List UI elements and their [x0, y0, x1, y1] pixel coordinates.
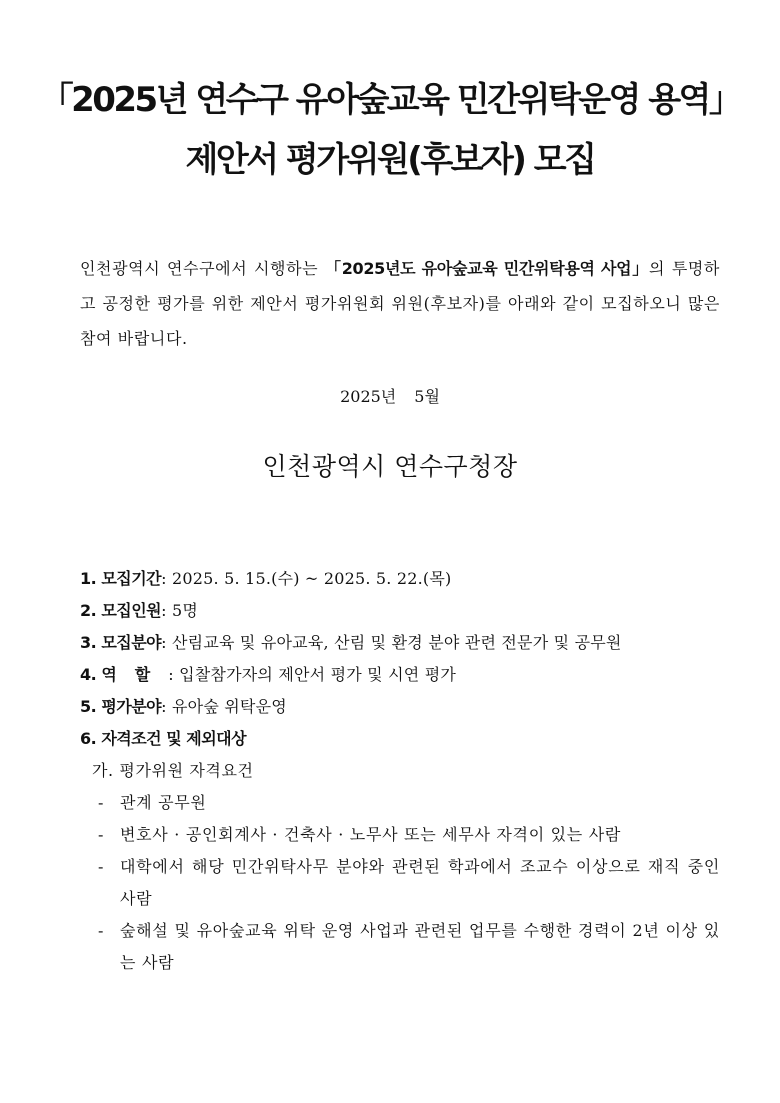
issuing-organization: 인천광역시 연수구청장 — [262, 452, 518, 481]
item-number: 4. — [80, 665, 97, 684]
item-label: 모집기간 — [101, 569, 162, 588]
item-number: 2. — [80, 601, 97, 620]
detail-item-headcount — [80, 595, 720, 627]
bullet-dash: - — [98, 921, 105, 940]
qualification-bullet — [80, 915, 720, 979]
item-number: 6. — [80, 729, 97, 748]
detail-item-role — [80, 659, 720, 691]
item-label: 자격조건 및 제외대상 — [101, 729, 247, 748]
detail-item-qualifications — [80, 723, 720, 755]
date-month: 5월 — [414, 387, 440, 406]
bullet-dash: - — [98, 793, 105, 812]
recruitment-details — [80, 563, 720, 979]
bullet-text: 변호사 · 공인회계사 · 건축사 · 노무사 또는 세무사 자격이 있는 사람 — [120, 825, 622, 844]
item-value: : 유아숲 위탁운영 — [161, 697, 287, 716]
date-year: 2025년 — [340, 387, 397, 406]
intro-project-name: 「2025년도 유아숲교육 민간위탁용역 사업」 — [324, 259, 650, 278]
item-label: 평가분야 — [101, 697, 162, 716]
qualification-bullet — [80, 787, 720, 819]
intro-before: 인천광역시 연수구에서 시행하는 — [80, 259, 325, 278]
detail-item-evaluation-area — [80, 691, 720, 723]
item-value: : 산림교육 및 유아교육, 산림 및 환경 분야 관련 전문가 및 공무원 — [161, 633, 622, 652]
intro-paragraph — [80, 251, 720, 356]
detail-item-field — [80, 627, 720, 659]
item-label: 모집분야 — [101, 633, 162, 652]
item-value: : 5명 — [161, 601, 199, 620]
item-number: 3. — [80, 633, 97, 652]
item-value: : 입찰참가자의 제안서 평가 및 시연 평가 — [168, 665, 457, 684]
title-line-1: 「2025년 연수구 유아숲교육 민간위탁운영 용역」 — [39, 80, 741, 120]
qualification-heading: 가. 평가위원 자격요건 — [92, 761, 254, 780]
item-label: 역할 — [101, 665, 169, 684]
intro-after: 의 투명하고 공정한 평가를 위한 제안서 평가위원회 위원(후보자)를 아래와 같이 모집하오니 많은 참여 바랍니다. — [80, 259, 720, 348]
detail-item-period — [80, 563, 720, 595]
bullet-text: 숲해설 및 유아숲교육 위탁 운영 사업과 관련된 업무를 수행한 경력이 2년 이상 있는 사람 — [120, 921, 720, 972]
qualification-bullet — [80, 819, 720, 851]
bullet-text: 대학에서 해당 민간위탁사무 분야와 관련된 학과에서 조교수 이상으로 재직 중인 사람 — [120, 857, 720, 908]
item-label: 모집인원 — [101, 601, 162, 620]
item-number: 5. — [80, 697, 97, 716]
qualification-bullet — [80, 851, 720, 915]
item-number: 1. — [80, 569, 97, 588]
notice-date — [0, 384, 780, 407]
bullet-dash: - — [98, 857, 105, 876]
title-line-2: 제안서 평가위원(후보자) 모집 — [185, 140, 595, 180]
bullet-dash: - — [98, 825, 105, 844]
item-value: : 2025. 5. 15.(수) ~ 2025. 5. 22.(목) — [161, 569, 452, 588]
bullet-text: 관계 공무원 — [120, 793, 207, 812]
